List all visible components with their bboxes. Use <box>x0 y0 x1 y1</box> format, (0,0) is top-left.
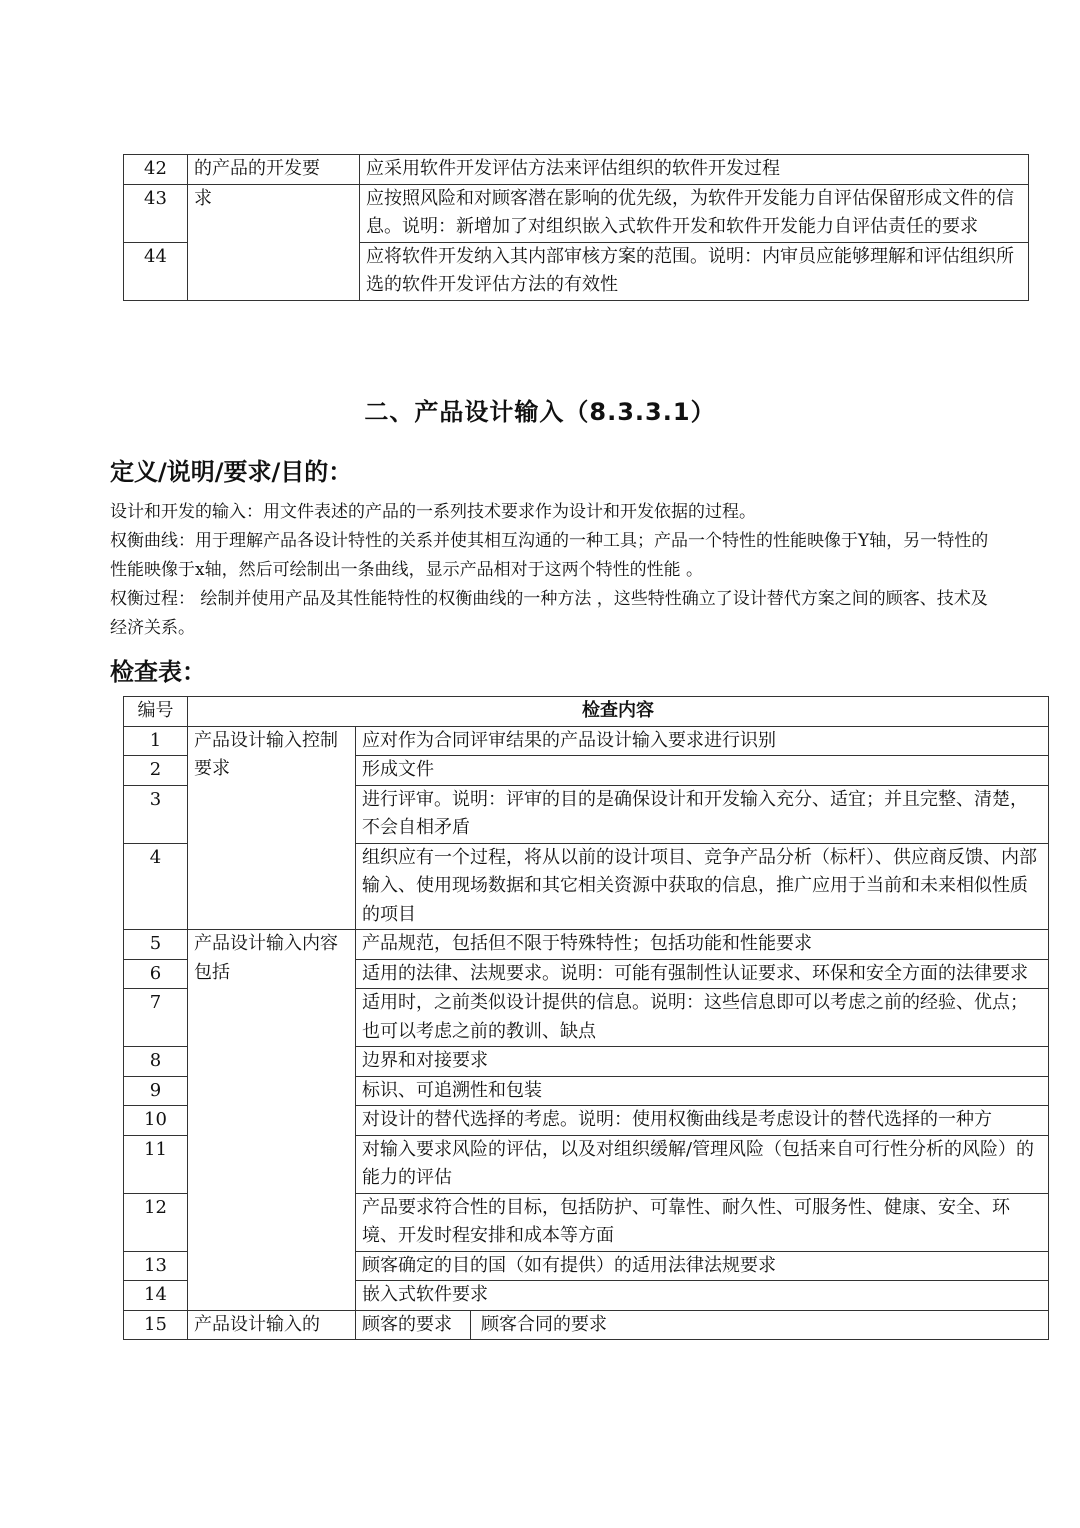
content-cell: 应对作为合同评审结果的产品设计输入要求进行识别 <box>356 726 1049 756</box>
content-cell: 顾客确定的目的国（如有提供）的适用法律法规要求 <box>356 1251 1049 1281</box>
row-number: 6 <box>124 959 188 989</box>
content-cell: 应将软件开发纳入其内部审核方案的范围。说明：内审员应能够理解和评估组织所选的软件开发评估方法的有效性 <box>360 242 1029 300</box>
row-number: 4 <box>124 843 188 930</box>
row-number: 7 <box>124 989 188 1047</box>
row-number: 3 <box>124 785 188 843</box>
content-cell: 应采用软件开发评估方法来评估组织的软件开发过程 <box>360 155 1029 185</box>
table-row <box>124 726 1049 756</box>
table-row <box>124 155 1029 185</box>
category-cell: 求 <box>188 184 360 300</box>
content-cell: 对输入要求风险的评估，以及对组织缓解/管理风险（包括来自可行性分析的风险）的能力的评估 <box>356 1135 1049 1193</box>
category-cell: 的产品的开发要 <box>188 155 360 185</box>
checklist-heading: 检查表： <box>110 658 206 686</box>
row-number: 13 <box>124 1251 188 1281</box>
header-number: 编号 <box>124 697 188 727</box>
content-cell: 适用的法律、法规要求。说明：可能有强制性认证要求、环保和安全方面的法律要求 <box>356 959 1049 989</box>
content-cell: 产品规范，包括但不限于特殊特性；包括功能和性能要求 <box>356 930 1049 960</box>
content-cell-a: 顾客的要求 <box>362 1311 471 1340</box>
content-cell: 适用时，之前类似设计提供的信息。说明：这些信息即可以考虑之前的经验、优点；也可以考虑之前的教训、缺点 <box>356 989 1049 1047</box>
content-cell: 应按照风险和对顾客潜在影响的优先级，为软件开发能力自评估保留形成文件的信息。说明：新增加了对组织嵌入式软件开发和软件开发能力自评估责任的要求 <box>360 184 1029 242</box>
header-content: 检查内容 <box>188 697 1049 727</box>
content-cell: 嵌入式软件要求 <box>356 1281 1049 1311</box>
tradeoff-process-paragraph: 权衡过程： 绘制并使用产品及其性能特性的权衡曲线的一种方法 ，这些特性确立了设计替代方案之间的顾客、技术及经济关系。 <box>110 589 988 638</box>
table-header-row <box>124 697 1049 727</box>
content-cell: 边界和对接要求 <box>356 1047 1049 1077</box>
category-cell: 产品设计输入内容包括 <box>188 930 356 1311</box>
row-number: 44 <box>124 242 188 300</box>
tradeoff-curve-paragraph: 权衡曲线：用于理解产品各设计特性的关系并使其相互沟通的一种工具；产品一个特性的性能映像于Y轴，另一特性的性能映像于x轴，然后可绘制出一条曲线，显示产品相对于这两个特性的性能 。 <box>110 531 989 580</box>
content-cell: 形成文件 <box>356 756 1049 786</box>
section-title: 二、产品设计输入（8.3.3.1） <box>364 398 716 426</box>
category-cell: 产品设计输入的 <box>188 1310 356 1340</box>
row-number: 10 <box>124 1106 188 1136</box>
table-row <box>124 184 1029 242</box>
row-number: 15 <box>124 1310 188 1340</box>
software-requirements-table <box>123 154 1029 301</box>
table-row <box>124 1310 1049 1340</box>
row-number: 1 <box>124 726 188 756</box>
row-number: 8 <box>124 1047 188 1077</box>
table-row <box>124 930 1049 960</box>
row-number: 43 <box>124 184 188 242</box>
row-number: 11 <box>124 1135 188 1193</box>
row-number: 2 <box>124 756 188 786</box>
content-cell: 进行评审。说明：评审的目的是确保设计和开发输入充分、适宜；并且完整、清楚，不会自相矛盾 <box>356 785 1049 843</box>
content-cell: 组织应有一个过程，将从以前的设计项目、竞争产品分析（标杆）、供应商反馈、内部输入、使用现场数据和其它相关资源中获取的信息，推广应用于当前和未来相似性质的项目 <box>356 843 1049 930</box>
checklist-table <box>123 696 1049 1340</box>
content-cell: 标识、可追溯性和包装 <box>356 1076 1049 1106</box>
content-cell: 产品要求符合性的目标，包括防护、可靠性、耐久性、可服务性、健康、安全、环境、开发时程安排和成本等方面 <box>356 1193 1049 1251</box>
row-number: 14 <box>124 1281 188 1311</box>
row-number: 42 <box>124 155 188 185</box>
definition-heading: 定义/说明/要求/目的： <box>110 458 353 486</box>
content-cell: 对设计的替代选择的考虑。说明：使用权衡曲线是考虑设计的替代选择的一种方 <box>356 1106 1049 1136</box>
content-cell-b: 顾客合同的要求 <box>481 1313 607 1335</box>
row-number: 9 <box>124 1076 188 1106</box>
row-number: 5 <box>124 930 188 960</box>
definition-paragraph: 设计和开发的输入：用文件表述的产品的一系列技术要求作为设计和开发依据的过程。 <box>110 502 756 522</box>
row-number: 12 <box>124 1193 188 1251</box>
content-cell <box>356 1310 1049 1340</box>
category-cell: 产品设计输入控制要求 <box>188 726 356 930</box>
